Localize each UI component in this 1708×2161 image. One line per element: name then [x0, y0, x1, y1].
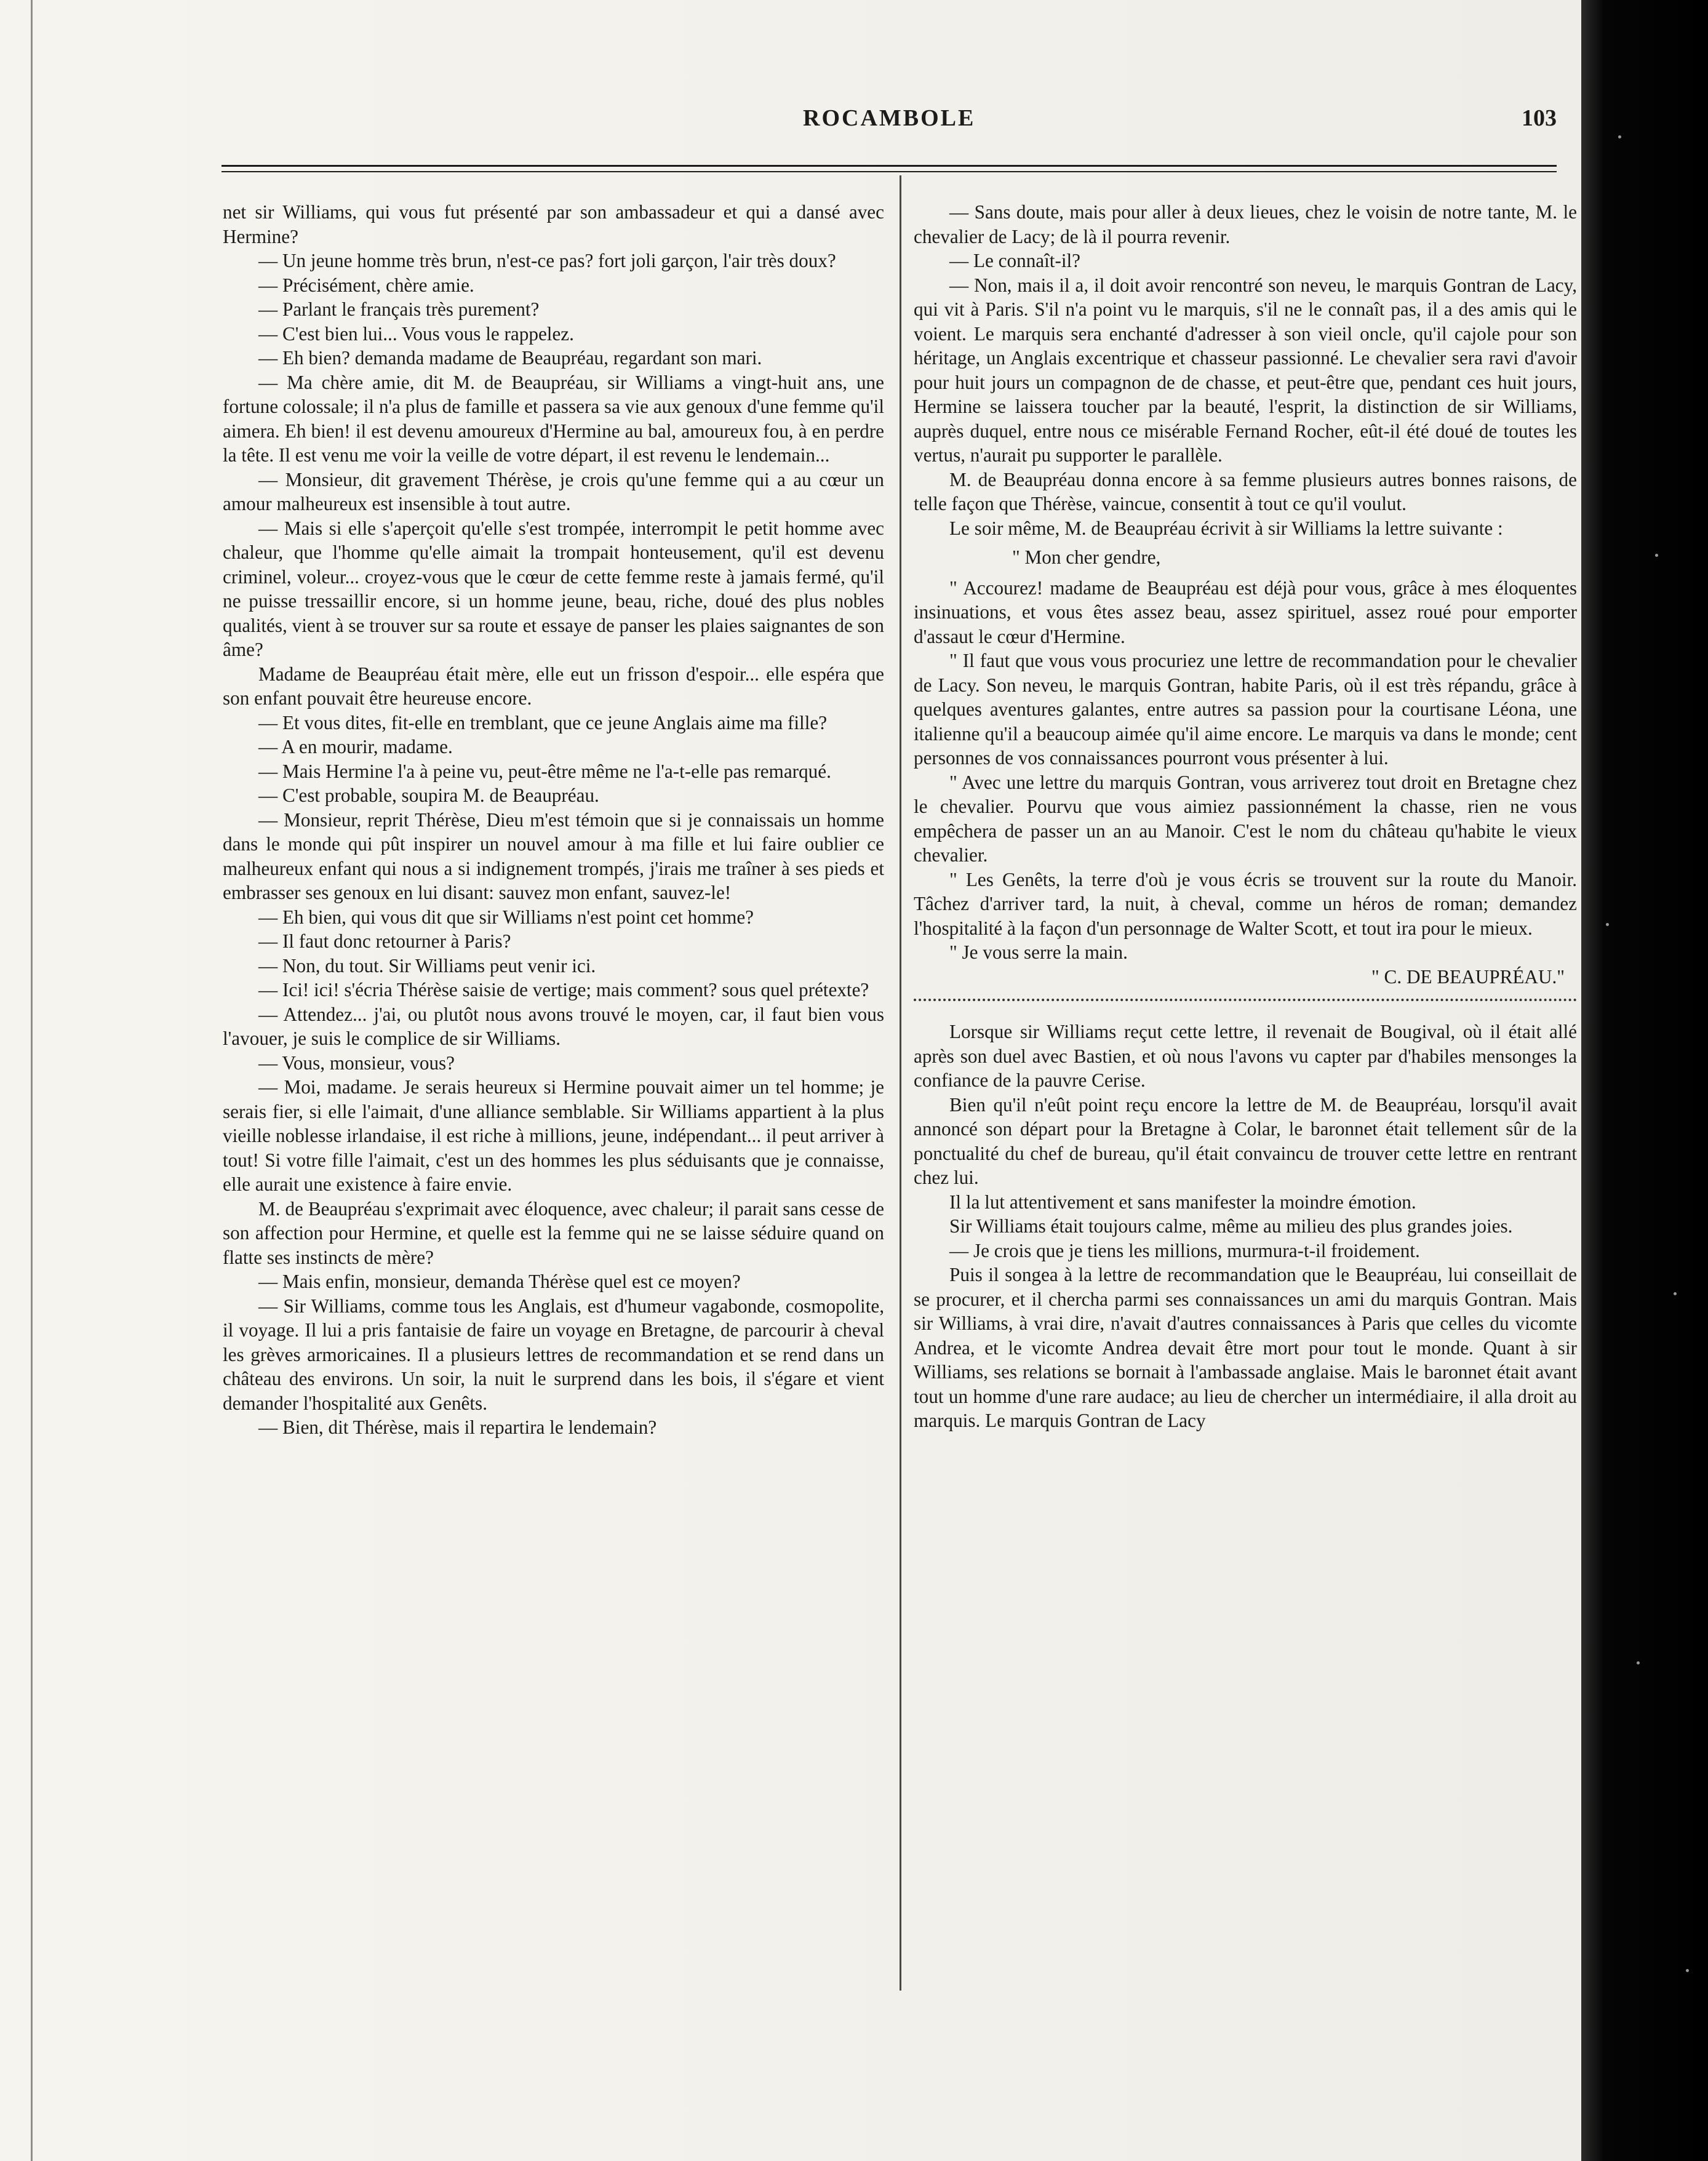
- paragraph: — Il faut donc retourner à Paris?: [258, 930, 511, 952]
- letter-salutation: " Mon cher gendre,: [1012, 546, 1161, 568]
- left-column: [223, 200, 884, 1440]
- paragraph: — Précisément, chère amie.: [258, 274, 474, 296]
- paragraph: Lorsque sir Williams reçut cette lettre, il revenait de Bougival, où il était allé après son duel avec Bastien, et où nous l'avons vu capter par d'habiles mensonges la confiance de la pauvre Cerise.: [914, 1021, 1577, 1091]
- letter-signature: " C. DE BEAUPRÉAU.": [1371, 965, 1565, 988]
- paragraph: Madame de Beaupréau était mère, elle eut un frisson d'espoir... elle espéra que son enfant pouvait être heureuse encore.: [223, 663, 884, 709]
- paragraph: Sir Williams était toujours calme, même au milieu des plus grandes joies.: [949, 1215, 1513, 1237]
- letter-paragraph: " Je vous serre la main.: [949, 941, 1128, 963]
- paragraph: — Ma chère amie, dit M. de Beaupréau, sir Williams a vingt-huit ans, une fortune colossale; il n'a plus de famille et passera sa vie aux genoux d'une femme qu'il aimera. Eh bien! il est devenu amoureux d'Hermine au bal, amoureux fou, à en perdre la tête. Il est venu me voir la veille de votre départ, il est revenu le lendemain...: [223, 371, 884, 466]
- paragraph: — Mais si elle s'aperçoit qu'elle s'est trompée, interrompit le petit homme avec chaleur, que l'homme qu'elle aimait la trompait honteusement, qu'il est devenu criminel, voleur... croyez-vous que le cœur de cette femme reste à jamais fermé, qu'il ne puisse tressaillir encore, si un homme jeune, beau, riche, doué des plus nobles qualités, vient à se trouver sur sa route et essaye de panser les plaies saignantes de son âme?: [223, 517, 884, 660]
- running-title: ROCAMBOLE: [803, 105, 976, 131]
- paragraph: — Monsieur, reprit Thérèse, Dieu m'est témoin que si je connaissais un homme dans le monde qui pût inspirer un nouvel amour à ma fille et lui faire oublier ce malheureux enfant qui nous a si indignement trompés, j'irais me traîner à ses pieds et embrasser ses genoux en lui disant: sauvez mon enfant, sauvez-le!: [223, 809, 884, 903]
- paragraph: — Et vous dites, fit-elle en tremblant, que ce jeune Anglais aime ma fille?: [258, 711, 828, 733]
- header-rule: [221, 165, 1557, 172]
- paragraph: — C'est bien lui... Vous vous le rappelez.: [258, 322, 574, 345]
- paragraph: Bien qu'il n'eût point reçu encore la lettre de M. de Beaupréau, lorsqu'il avait annoncé son départ pour la Bretagne à Colar, le baronnet était tellement sûr de la ponctualité du chef de bureau, qu'il était convaincu de trouver cette lettre en rentrant chez lui.: [914, 1093, 1577, 1188]
- right-column: [914, 200, 1577, 1433]
- letter-paragraph: " Avec une lettre du marquis Gontran, vous arriverez tout droit en Bretagne chez le chevalier. Pourvu que vous aimiez passionnément la chasse, rien ne vous empêchera de passer un an au Manoir. C'est le nom du château qu'habite le vieux chevalier.: [914, 771, 1577, 866]
- paragraph: — Un jeune homme très brun, n'est-ce pas? fort joli garçon, l'air très doux?: [258, 250, 836, 271]
- letter-paragraph: " Les Genêts, la terre d'où je vous écris se trouvent sur la route du Manoir. Tâchez d'arriver tard, la nuit, à cheval, comme un héros de roman; demandez l'hospitalité à la façon d'un personnage de Walter Scott, et tout ira pour le mieux.: [914, 868, 1577, 939]
- paragraph: — Monsieur, dit gravement Thérèse, je crois qu'une femme qui a au cœur un amour malheureux est insensible à tout autre.: [223, 468, 884, 514]
- column-divider: [900, 175, 901, 1991]
- paragraph: — Bien, dit Thérèse, mais il repartira le lendemain?: [258, 1416, 657, 1438]
- paragraph: — Non, mais il a, il doit avoir rencontré son neveu, le marquis Gontran de Lacy, qui vit à Paris. S'il n'a point vu le marquis, s'il ne le connaît pas, il a des amis qui le voient. Le marquis sera enchanté d'adresser à son vieil oncle, qu'il cajole pour son héritage, un Anglais excentrique et chasseur passionné. Le chevalier sera ravi d'avoir pour huit jours un compagnon de de chasse, et peut-être que, pendant ces huit jours, Hermine se laissera toucher par la beauté, l'esprit, la distinction de sir Williams, auprès duquel, entre nous ce misérable Fernand Rocher, eût-il été doué de toutes les vertus, n'aurait pu supporter le parallèle.: [914, 274, 1577, 466]
- paragraph: Il la lut attentivement et sans manifester la moindre émotion.: [949, 1191, 1416, 1213]
- paragraph: — Eh bien? demanda madame de Beaupréau, regardant son mari.: [258, 347, 762, 369]
- paragraph: — Ici! ici! s'écria Thérèse saisie de vertige; mais comment? sous quel prétexte?: [258, 979, 869, 1001]
- paragraph: — C'est probable, soupira M. de Beaupréau.: [258, 785, 599, 806]
- paragraph: — Attendez... j'ai, ou plutôt nous avons trouvé le moyen, car, il faut bien vous l'avouer, je suis le complice de sir Williams.: [223, 1003, 884, 1049]
- page-header: [221, 105, 1563, 142]
- page-number: 103: [1522, 105, 1557, 131]
- paragraph: M. de Beaupréau s'exprimait avec éloquence, avec chaleur; il parait sans cesse de son affection pour Hermine, et quelle est la femme qui ne se laisse séduire quand on flatte ses instincts de mère?: [223, 1197, 884, 1268]
- paragraph: — Sans doute, mais pour aller à deux lieues, chez le voisin de notre tante, M. le chevalier de Lacy; de là il pourra revenir.: [914, 201, 1577, 247]
- paragraph: — A en mourir, madame.: [258, 736, 453, 757]
- paragraph: — Mais enfin, monsieur, demanda Thérèse quel est ce moyen?: [258, 1271, 741, 1292]
- paragraph: — Non, du tout. Sir Williams peut venir ici.: [258, 954, 596, 977]
- paragraph: — Vous, monsieur, vous?: [258, 1052, 455, 1074]
- dotted-separator: [914, 999, 1577, 1001]
- letter-paragraph: " Accourez! madame de Beaupréau est déjà pour vous, grâce à mes éloquentes insinuations, et vous êtes assez beau, assez spirituel, assez roué pour emporter d'assaut le cœur d'Hermine.: [914, 577, 1577, 647]
- paragraph: Puis il songea à la lettre de recommandation que le Beaupréau, lui conseillait de se procurer, et il chercha parmi ses connaissances un ami du marquis Gontran. Mais sir Williams, à vrai dire, n'avait d'autres connaissances à Paris que celles du vicomte Andrea, et le vicomte Andrea devait être mort pour tout le monde. Quant à sir Williams, ses relations se bornait à l'ambassade anglaise. Mais le baronnet était avant tout un homme d'une rare audace; au lieu de chercher un intermédiaire, il alla droit au marquis. Le marquis Gontran de Lacy: [914, 1264, 1577, 1431]
- paragraph: Le soir même, M. de Beaupréau écrivit à sir Williams la lettre suivante :: [949, 517, 1503, 539]
- letter-paragraph: " Il faut que vous vous procuriez une lettre de recommandation pour le chevalier de Lacy. Son neveu, le marquis Gontran, habite Paris, où il est très répandu, grâce à quelques aventures galantes, entre autres sa passion pour la courtisane Léona, une italienne qu'il a beaucoup aimée qu'il aime encore. Le marquis va dans le monde; cent personnes de vos connaissances pourront vous présenter à lui.: [914, 650, 1577, 769]
- paragraph: — Moi, madame. Je serais heureux si Hermine pouvait aimer un tel homme; je serais fier, si elle l'aimait, d'une alliance semblable. Sir Williams appartient à la plus vieille noblesse irlandaise, il est riche à millions, jeune, indépendant... il peut arriver à tout! Si votre fille l'aimait, c'est un des hommes les plus séduisants que je connaisse, elle aurait une existence à faire envie.: [223, 1076, 884, 1195]
- paragraph: — Mais Hermine l'a à peine vu, peut-être même ne l'a-t-elle pas remarqué.: [258, 760, 831, 782]
- paragraph: — Je crois que je tiens les millions, murmura-t-il froidement.: [949, 1239, 1420, 1261]
- paragraph: M. de Beaupréau donna encore à sa femme plusieurs autres bonnes raisons, de telle façon que Thérèse, vaincue, consentit à tout ce qu'il voulut.: [914, 468, 1577, 514]
- paragraph: — Eh bien, qui vous dit que sir Williams n'est point cet homme?: [258, 906, 754, 928]
- paragraph: net sir Williams, qui vous fut présenté par son ambassadeur et qui a dansé avec Hermine?: [223, 201, 884, 247]
- left-margin-line: [31, 0, 33, 2161]
- scan-dark-edge: [1581, 0, 1708, 2161]
- paragraph: — Parlant le français très purement?: [258, 298, 540, 320]
- paragraph: — Sir Williams, comme tous les Anglais, est d'humeur vagabonde, cosmopolite, il voyage. Il lui a pris fantaisie de faire un voyage en Bretagne, de parcourir à cheval les grèves armoricaines. Il a plusieurs lettres de recommandation et se rend dans un château des environs. Un soir, la nuit le surprend dans les bois, il s'égare et vient demander l'hospitalité aux Genêts.: [223, 1295, 884, 1414]
- paragraph: — Le connaît-il?: [949, 250, 1081, 271]
